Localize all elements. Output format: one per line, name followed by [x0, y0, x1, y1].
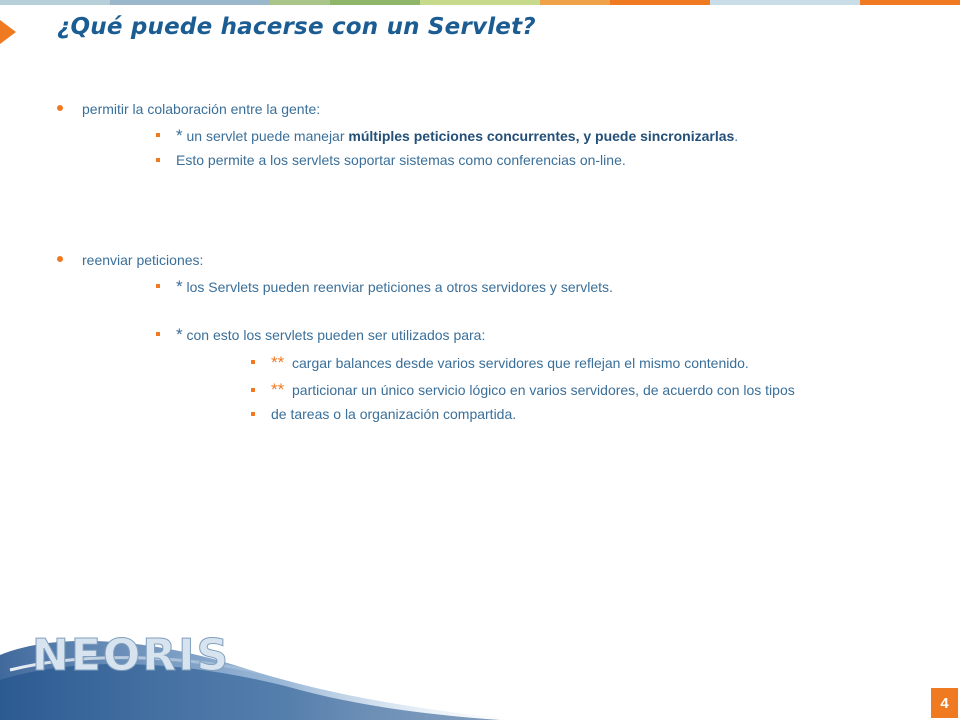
- square-bullet-icon: [156, 332, 160, 336]
- item-text: particionar un único servicio lógico en varios servidores, de acuerdo con los tipos: [292, 382, 795, 398]
- square-bullet-icon: [156, 133, 160, 137]
- neoris-logo: [0, 560, 520, 720]
- logo-text: NEORIS: [32, 630, 231, 681]
- sub-bullet-conferences: Esto permite a los servlets soportar sistemas como conferencias on-line.: [176, 152, 626, 168]
- page-number: 4: [931, 688, 958, 718]
- bullet-collaboration: permitir la colaboración entre la gente:: [82, 101, 321, 117]
- title-arrow-icon: [0, 20, 16, 44]
- sub-bullet-usage: [176, 325, 485, 345]
- star-marker: *: [176, 126, 183, 145]
- bullet-dot-icon: [57, 256, 63, 262]
- top-color-bar: [0, 0, 960, 5]
- square-bullet-icon: [251, 360, 255, 364]
- sub-bullet-forward: [176, 277, 613, 297]
- item-text: cargar balances desde varios servidores que reflejan el mismo contenido.: [292, 355, 749, 371]
- bullet-forward-requests: reenviar peticiones:: [82, 252, 204, 268]
- item-load-balance: [271, 353, 749, 373]
- slide-title: ¿Qué puede hacerse con un Servlet?: [57, 14, 536, 40]
- sub-text: con esto los servlets pueden ser utilizados para:: [182, 327, 486, 343]
- sub-text-bold: múltiples peticiones concurrentes, y puede sincronizarlas: [348, 128, 735, 144]
- sub-text-post: .: [734, 128, 739, 144]
- item-partition: [271, 380, 795, 400]
- square-bullet-icon: [251, 412, 255, 416]
- star-marker: *: [176, 277, 183, 296]
- square-bullet-icon: [156, 284, 160, 288]
- item-tasks: de tareas o la organización compartida.: [271, 406, 517, 422]
- sub-text: los Servlets pueden reenviar peticiones a otros servidores y servlets.: [182, 279, 613, 295]
- square-bullet-icon: [156, 158, 160, 162]
- double-star-marker: **: [271, 353, 285, 372]
- sub-text-pre: un servlet puede manejar: [182, 128, 349, 144]
- bullet-dot-icon: [57, 105, 63, 111]
- double-star-marker: **: [271, 380, 285, 399]
- star-marker: *: [176, 325, 183, 344]
- sub-bullet-concurrent: [176, 126, 738, 146]
- square-bullet-icon: [251, 388, 255, 392]
